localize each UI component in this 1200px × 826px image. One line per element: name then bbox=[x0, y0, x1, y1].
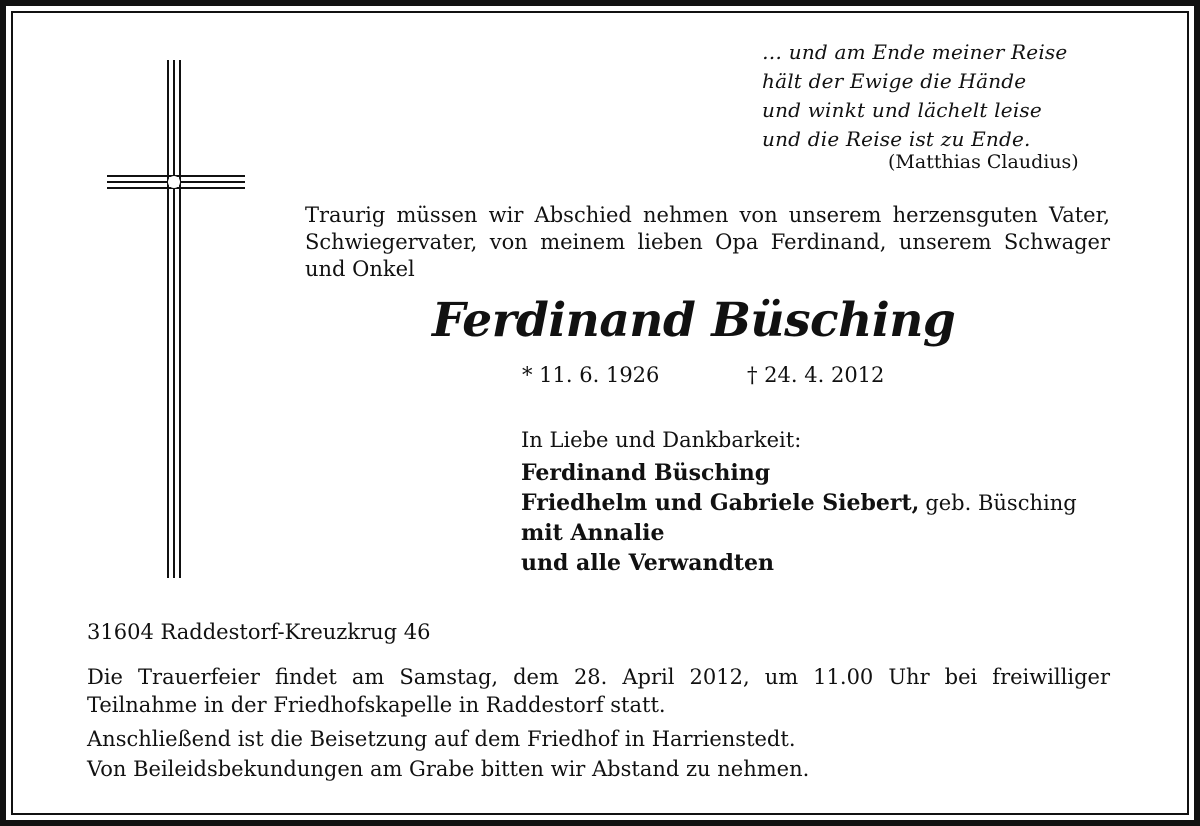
condolences-info: Von Beileidsbekundungen am Grabe bitten wir Abstand zu nehmen. bbox=[87, 757, 810, 781]
mourner-line: Ferdinand Büsching bbox=[521, 460, 771, 486]
address: 31604 Raddestorf-Kreuzkrug 46 bbox=[87, 620, 431, 644]
poem bbox=[762, 38, 1112, 154]
mourner-names: Friedhelm und Gabriele Siebert, bbox=[521, 490, 920, 516]
cross-center-dot bbox=[168, 176, 180, 188]
mourner-line bbox=[521, 488, 1121, 518]
mourners-list bbox=[521, 458, 1121, 578]
funeral-info: Die Trauerfeier findet am Samstag, dem 28. April 2012, um 11.00 Uhr bei freiwilliger Teilnahme in der Friedhofskapelle in Raddestorf statt. bbox=[87, 665, 1110, 717]
mourner-line: und alle Verwandten bbox=[521, 550, 775, 576]
poem-line: und die Reise ist zu Ende. bbox=[762, 127, 1031, 151]
poem-line: … und am Ende meiner Reise bbox=[762, 40, 1068, 64]
maiden-name-note: geb. Büsching bbox=[925, 491, 1077, 515]
intro-text: Traurig müssen wir Abschied nehmen von unserem herzensguten Vater, Schwiegervater, von meinem lieben Opa Ferdinand, unserem Schwager und Onkel bbox=[305, 203, 1110, 281]
poem-line: hält der Ewige die Hände bbox=[762, 69, 1027, 93]
mourner-line: mit Annalie bbox=[521, 520, 665, 546]
burial-info: Anschließend ist die Beisetzung auf dem Friedhof in Harrienstedt. bbox=[87, 727, 796, 751]
mourners-heading: In Liebe und Dankbarkeit: bbox=[521, 428, 802, 452]
poem-author: (Matthias Claudius) bbox=[888, 151, 1079, 173]
death-date: † 24. 4. 2012 bbox=[747, 363, 885, 387]
cross-vertical-bar bbox=[167, 60, 181, 578]
funeral-notice bbox=[87, 663, 1110, 785]
birth-date: * 11. 6. 1926 bbox=[522, 363, 660, 387]
poem-line: und winkt und lächelt leise bbox=[762, 98, 1042, 122]
deceased-name: Ferdinand Büsching bbox=[432, 293, 956, 348]
